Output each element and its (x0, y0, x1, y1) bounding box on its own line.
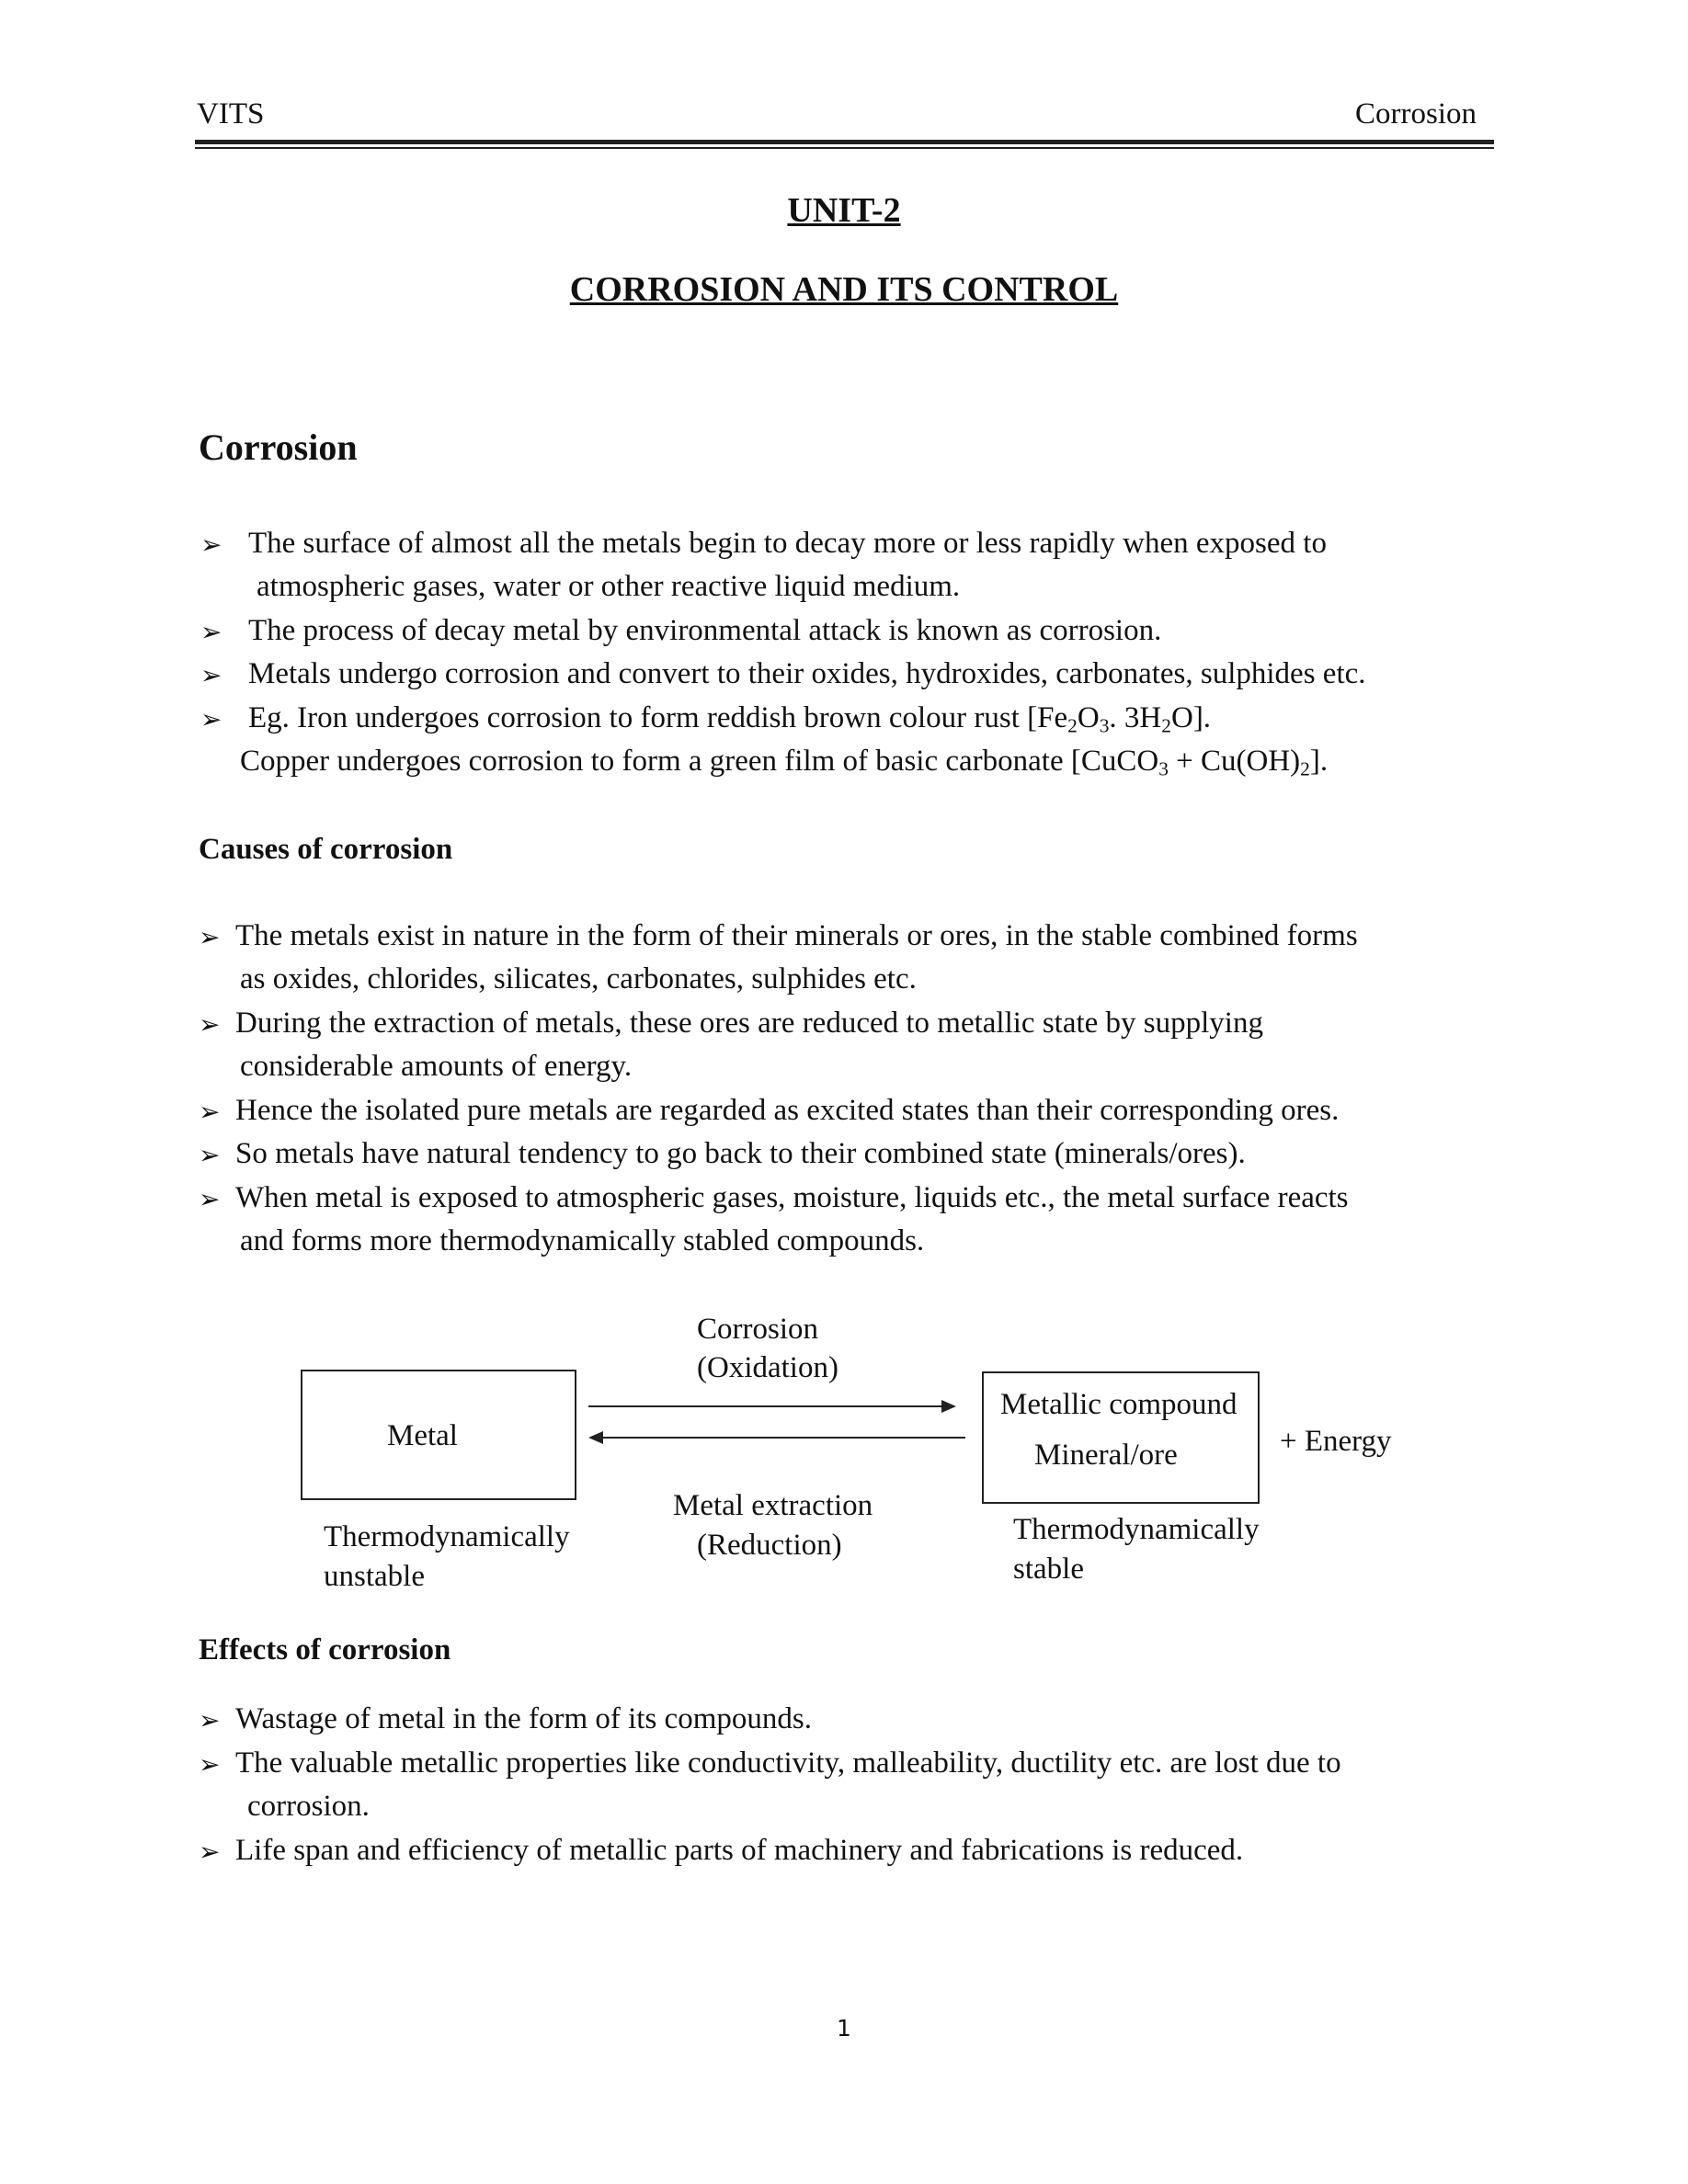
bullet-icon: ➢ (199, 1707, 221, 1735)
effects-bullet-1: Wastage of metal in the form of its compounds. (235, 1702, 812, 1735)
header-rule-thick (195, 140, 1494, 144)
effects-bullet-2-line-1: The valuable metallic properties like conductivity, malleability, ductility etc. are lost due to (235, 1746, 1341, 1780)
bullet-icon: ➢ (199, 1186, 221, 1214)
corrosion-bullet-2: The process of decay metal by environmental attack is known as corrosion. (248, 614, 1162, 647)
bullet-icon: ➢ (199, 1011, 221, 1040)
metal-box-label: Metal (387, 1419, 458, 1452)
header-rule-thin (195, 147, 1494, 149)
header-left: VITS (197, 97, 265, 131)
bullet-icon: ➢ (199, 1098, 221, 1127)
bullet-icon: ➢ (200, 531, 222, 560)
unit-title: UNIT-2 (787, 191, 901, 230)
corrosion-bullet-4: Eg. Iron undergoes corrosion to form reddish brown colour rust [$Fe_2O_3$. $3H_2O$]. (248, 701, 1212, 737)
unstable-caption-line-1: Thermodynamically (324, 1520, 570, 1553)
corrosion-bullet-1-line-2: atmospheric gases, water or other reactive liquid medium. (257, 570, 961, 603)
bullet-icon: ➢ (199, 1751, 221, 1780)
unstable-caption-line-2: unstable (324, 1560, 425, 1593)
effects-bullet-2-line-2: corrosion. (247, 1790, 370, 1823)
bullet-icon: ➢ (199, 1142, 221, 1170)
causes-bullet-4: So metals have natural tendency to go back to their combined state (minerals/ores). (235, 1137, 1246, 1170)
metal-extraction-label: Metal extraction (673, 1489, 873, 1522)
oxidation-label: (Oxidation) (697, 1351, 838, 1384)
bullet-icon: ➢ (200, 619, 222, 647)
causes-bullet-2-line-2: considerable amounts of energy. (240, 1050, 633, 1083)
stable-caption-line-1: Thermodynamically (1013, 1513, 1260, 1546)
chapter-title: CORROSION AND ITS CONTROL (569, 270, 1119, 309)
causes-bullet-2-line-1: During the extraction of metals, these ores are reduced to metallic state by supplying (235, 1007, 1263, 1040)
causes-bullet-5-line-2: and forms more thermodynamically stabled compounds. (240, 1224, 925, 1257)
bullet-icon: ➢ (200, 662, 222, 690)
stable-caption-line-2: stable (1013, 1553, 1084, 1586)
corrosion-heading: Corrosion (199, 427, 358, 468)
causes-bullet-5-line-1: When metal is exposed to atmospheric gases, moisture, liquids etc., the metal surface reacts (235, 1181, 1349, 1214)
page-number: 1 (837, 2015, 851, 2042)
causes-heading: Causes of corrosion (199, 833, 453, 866)
metallic-compound-label: Metallic compound (1000, 1388, 1237, 1421)
forward-arrowhead (941, 1400, 956, 1413)
corrosion-bullet-1-line-1: The surface of almost all the metals begin to decay more or less rapidly when exposed to (248, 527, 1327, 560)
bullet-icon: ➢ (200, 706, 222, 734)
reverse-arrowhead (588, 1431, 603, 1444)
corrosion-copper-line: Copper undergoes corrosion to form a green film of basic carbonate [CuCO$_3$ + $Cu(OH)_2$]. (240, 745, 1329, 780)
corrosion-label: Corrosion (697, 1313, 818, 1346)
header-right: Corrosion (1355, 97, 1477, 131)
bullet-icon: ➢ (199, 924, 221, 952)
causes-bullet-1-line-2: as oxides, chlorides, silicates, carbonates, sulphides etc. (240, 962, 917, 995)
effects-bullet-3: Life span and efficiency of metallic parts of machinery and fabrications is reduced. (235, 1834, 1244, 1867)
reaction-arrows (579, 1386, 975, 1460)
causes-bullet-1-line-1: The metals exist in nature in the form of their minerals or ores, in the stable combined forms (235, 919, 1358, 952)
effects-heading: Effects of corrosion (199, 1633, 451, 1666)
reduction-label: (Reduction) (697, 1529, 842, 1562)
causes-bullet-3: Hence the isolated pure metals are regarded as excited states than their corresponding ores. (235, 1094, 1340, 1127)
corrosion-bullet-3: Metals undergo corrosion and convert to their oxides, hydroxides, carbonates, sulphides etc. (248, 657, 1366, 690)
mineral-ore-label: Mineral/ore (1034, 1439, 1178, 1472)
bullet-icon: ➢ (199, 1838, 221, 1867)
energy-label: + Energy (1280, 1425, 1392, 1458)
